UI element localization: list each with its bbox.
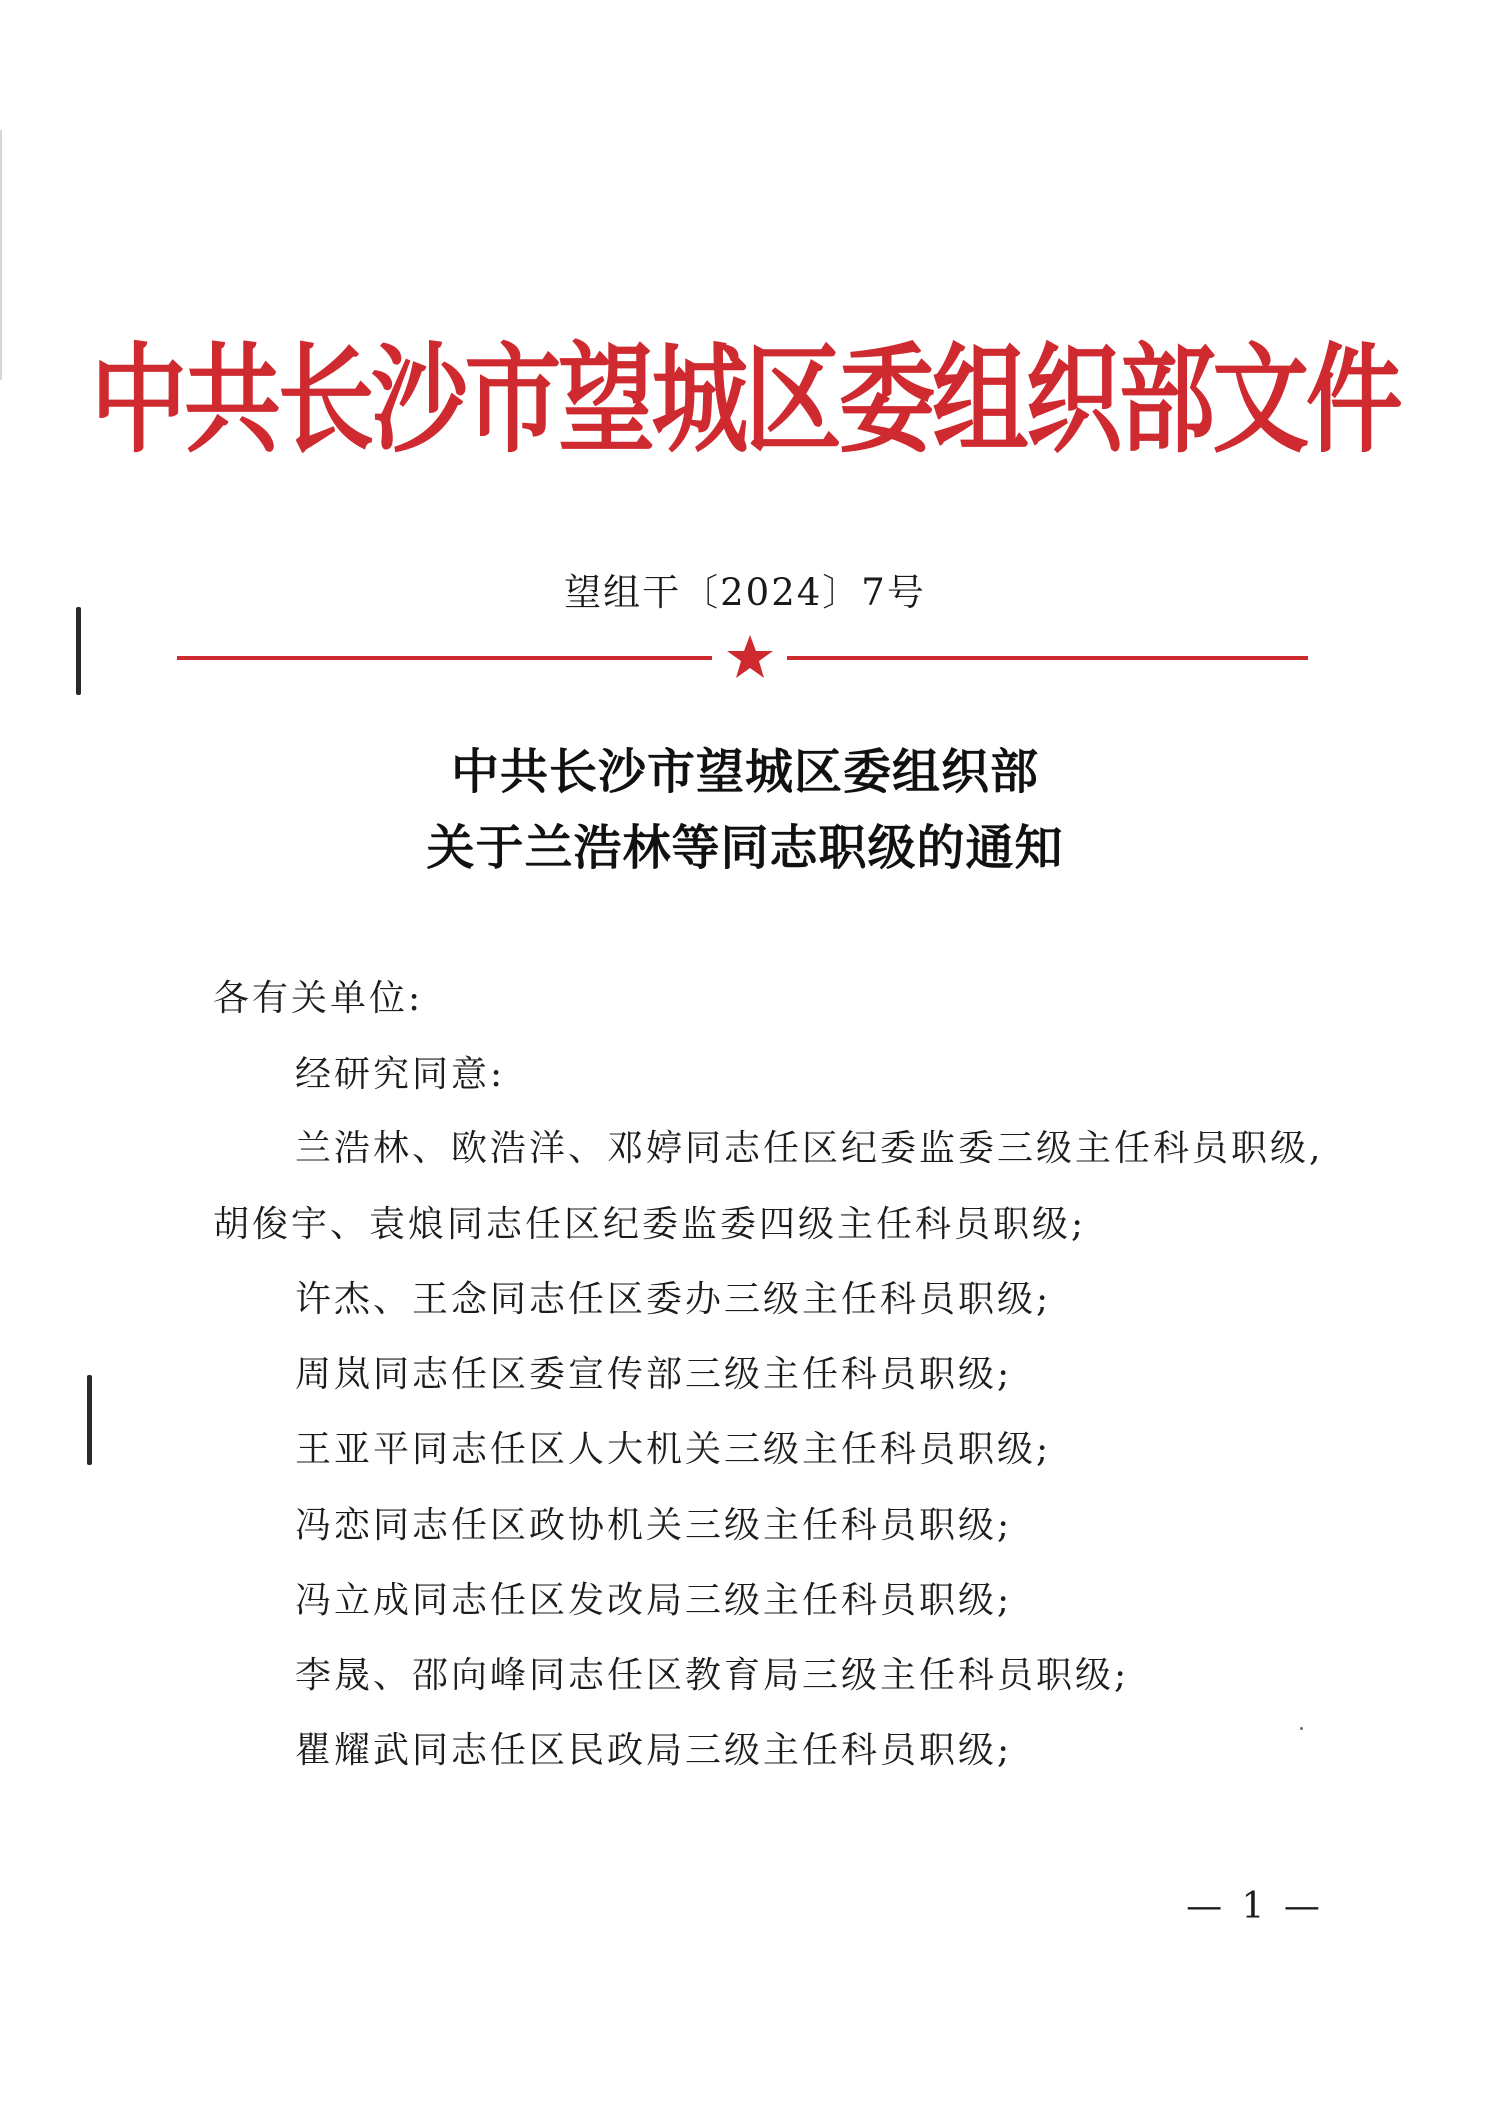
red-divider-left — [177, 656, 712, 660]
body-paragraph: 瞿耀武同志任区民政局三级主任科员职级; — [295, 1730, 1013, 1771]
body-paragraph: 周岚同志任区委宣传部三级主任科员职级; — [295, 1354, 1013, 1395]
body-paragraph: 冯恋同志任区政协机关三级主任科员职级; — [295, 1505, 1013, 1546]
body-paragraph: 李晟、邵向峰同志任区教育局三级主任科员职级; — [295, 1655, 1130, 1696]
scan-speck — [1300, 1727, 1303, 1730]
body-paragraph: 王亚平同志任区人大机关三级主任科员职级; — [295, 1429, 1052, 1470]
binding-staple-mark — [76, 607, 81, 695]
scan-edge-shadow — [0, 130, 2, 380]
masthead-title: 中共长沙市望城区委组织部文件 — [90, 330, 1400, 469]
body-paragraph: 兰浩林、欧浩洋、邓婷同志任区纪委监委三级主任科员职级, — [295, 1128, 1324, 1169]
body-paragraph: 胡俊宇、袁烺同志任区纪委监委四级主任科员职级; — [213, 1204, 1087, 1245]
body-paragraph: 许杰、王念同志任区委办三级主任科员职级; — [295, 1279, 1052, 1320]
page-number: — 1 — — [1186, 1886, 1324, 1927]
star-icon — [725, 633, 775, 681]
body-paragraph: 冯立成同志任区发改局三级主任科员职级; — [295, 1580, 1013, 1621]
notice-title-line-2: 关于兰浩林等同志职级的通知 — [426, 820, 1064, 876]
document-number: 望组干〔2024〕7号 — [564, 571, 926, 614]
notice-title-line-1: 中共长沙市望城区委组织部 — [450, 744, 1039, 800]
intro-line: 经研究同意: — [295, 1054, 506, 1095]
salutation: 各有关单位: — [213, 978, 424, 1019]
red-divider-right — [787, 656, 1308, 660]
binding-staple-mark — [87, 1375, 92, 1465]
